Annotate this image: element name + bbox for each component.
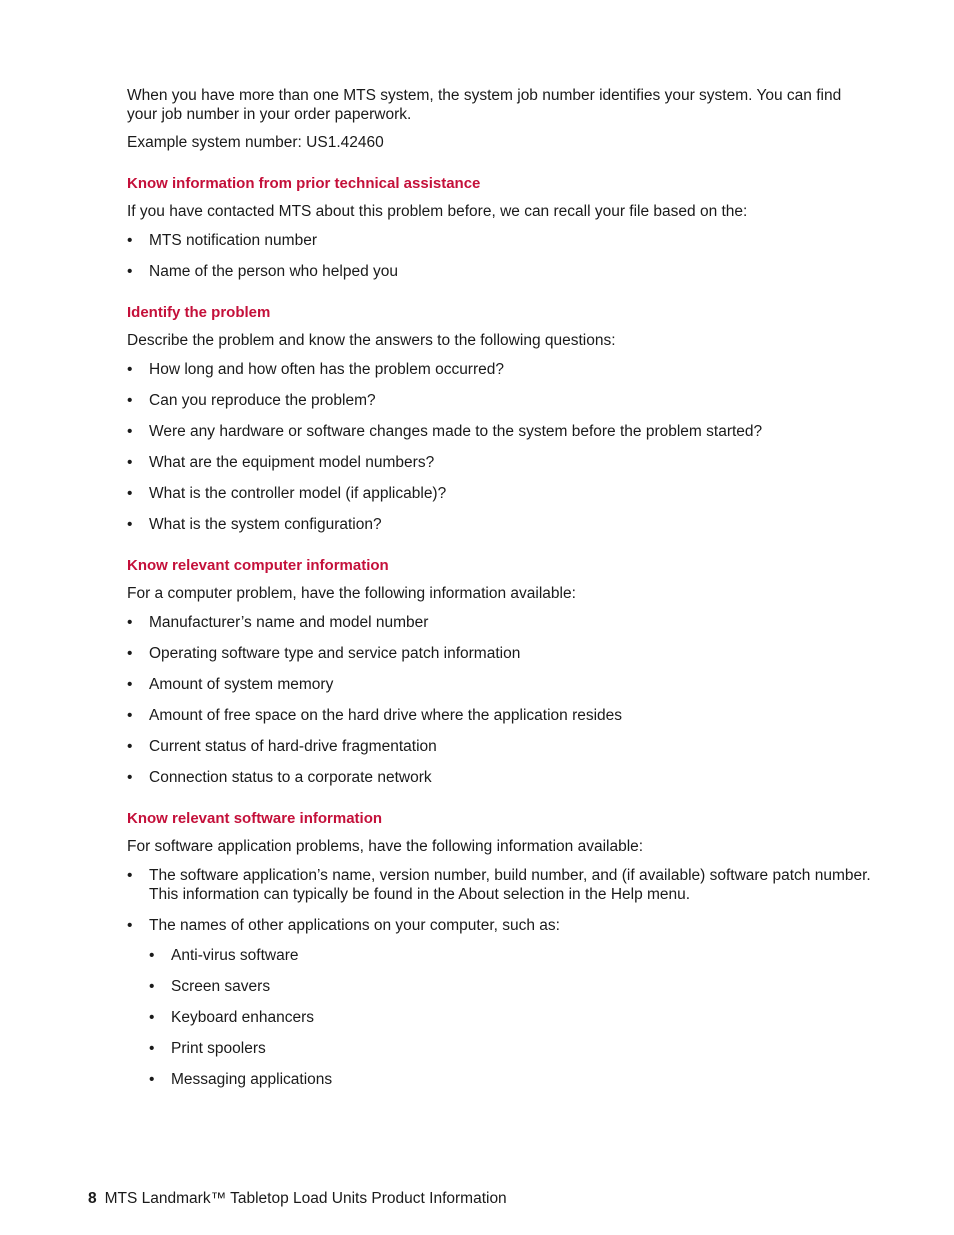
bullet-icon: • — [127, 707, 133, 724]
page-body — [127, 86, 872, 1101]
bullet-list — [127, 231, 872, 281]
section-lead: If you have contacted MTS about this problem before, we can recall your file based on the: — [127, 203, 748, 220]
section-lead: Describe the problem and know the answers to the following questions: — [127, 332, 616, 349]
page-footer — [88, 1189, 507, 1208]
section-software-information — [127, 809, 872, 1089]
list-item: • What is the controller model (if applicable)? — [127, 485, 447, 502]
list-item: • Name of the person who helped you — [127, 263, 399, 280]
bullet-icon: • — [127, 676, 133, 693]
bullet-list — [127, 360, 872, 534]
section-heading: Know relevant computer information — [127, 557, 389, 574]
list-item: • MTS notification number — [127, 232, 317, 249]
sub-bullet-list — [149, 946, 872, 1089]
section-heading: Know relevant software information — [127, 810, 383, 827]
bullet-icon: • — [127, 769, 133, 786]
bullet-icon: • — [149, 1071, 155, 1088]
list-item: • The names of other applications on your computer, such as: • Anti-virus software • Screen savers • Keyboard enhancers • Print spoolers • Messaging applications — [127, 916, 872, 1089]
bullet-icon: • — [149, 1040, 155, 1057]
section-identify-problem — [127, 303, 872, 534]
bullet-icon: • — [127, 454, 133, 471]
bullet-icon: • — [127, 738, 133, 755]
bullet-icon: • — [127, 423, 133, 440]
bullet-icon: • — [127, 516, 133, 533]
sub-list-item: • Screen savers — [149, 978, 271, 995]
bullet-icon: • — [127, 361, 133, 378]
bullet-list — [127, 866, 872, 1089]
list-item: • Manufacturer’s name and model number — [127, 614, 429, 631]
sub-list-item: • Messaging applications — [149, 1071, 333, 1088]
section-lead: For software application problems, have the following information available: — [127, 838, 644, 855]
intro-paragraph: When you have more than one MTS system, the system job number identifies your system. You can find your job number in your order paperwork. — [127, 87, 842, 123]
sub-list-item: • Anti-virus software — [149, 947, 299, 964]
list-item: • Current status of hard-drive fragmentation — [127, 738, 437, 755]
bullet-icon: • — [127, 917, 133, 934]
list-item: • What is the system configuration? — [127, 516, 382, 533]
list-item: • Can you reproduce the problem? — [127, 392, 376, 409]
bullet-icon: • — [127, 645, 133, 662]
bullet-icon: • — [127, 867, 133, 884]
bullet-icon: • — [149, 947, 155, 964]
bullet-icon: • — [149, 1009, 155, 1026]
bullet-icon: • — [127, 232, 133, 249]
bullet-list — [127, 613, 872, 787]
section-lead: For a computer problem, have the following information available: — [127, 585, 576, 602]
bullet-icon: • — [127, 392, 133, 409]
bullet-icon: • — [127, 485, 133, 502]
list-item: • Amount of free space on the hard drive where the application resides — [127, 707, 623, 724]
list-item: • Amount of system memory — [127, 676, 334, 693]
bullet-icon: • — [149, 978, 155, 995]
sub-list-item: • Keyboard enhancers — [149, 1009, 315, 1026]
sub-list-item: • Print spoolers — [149, 1040, 266, 1057]
bullet-icon: • — [127, 614, 133, 631]
bullet-icon: • — [127, 263, 133, 280]
list-item: • The software application’s name, version number, build number, and (if available) software patch number. This information can typically be found in the About selection in the Help menu. — [127, 867, 871, 903]
example-system-number: Example system number: US1.42460 — [127, 134, 384, 151]
list-item: • Operating software type and service patch information — [127, 645, 521, 662]
section-heading: Identify the problem — [127, 304, 271, 321]
list-item: • Connection status to a corporate network — [127, 769, 432, 786]
document-title: MTS Landmark™ Tabletop Load Units Product Information — [104, 1190, 507, 1207]
list-item: • What are the equipment model numbers? — [127, 454, 435, 471]
page-number: 8 — [88, 1190, 97, 1207]
section-prior-assistance — [127, 174, 872, 281]
section-heading: Know information from prior technical assistance — [127, 175, 481, 192]
list-item: • Were any hardware or software changes made to the system before the problem started? — [127, 423, 763, 440]
section-computer-information — [127, 556, 872, 787]
list-item: • How long and how often has the problem occurred? — [127, 361, 504, 378]
